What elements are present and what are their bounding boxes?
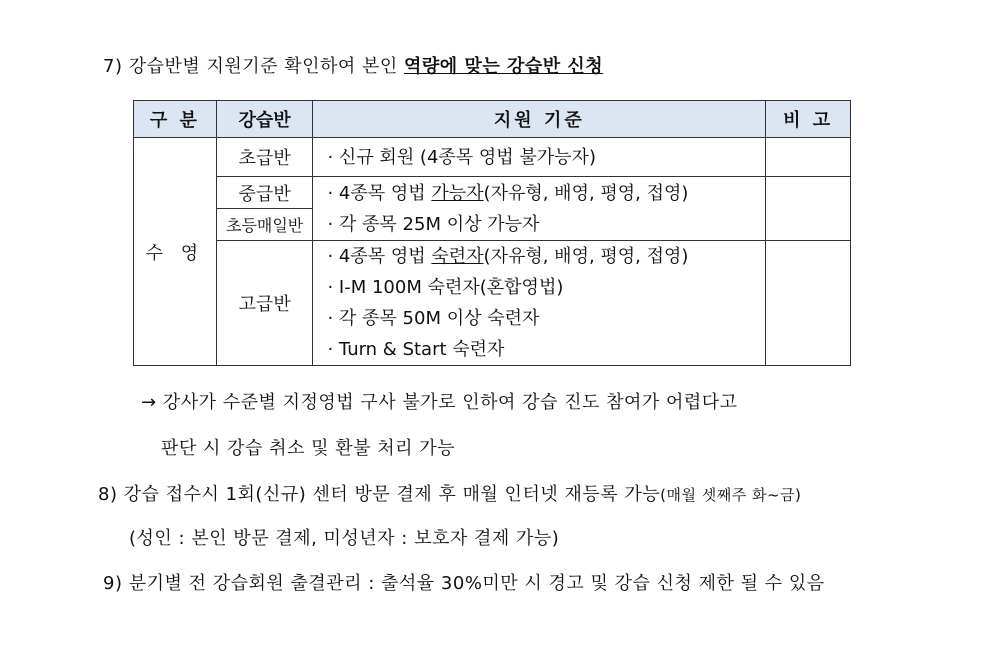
item-7 (103, 52, 603, 78)
criteria-advanced (313, 241, 766, 366)
criteria-text: (자유형, 배영, 평영, 접영) (483, 246, 689, 267)
criteria-intermediate (313, 177, 766, 241)
table-row (134, 177, 851, 209)
criteria-line: · I-M 100M 숙련자(혼합영법) (327, 277, 564, 298)
criteria-line: · 각 종목 25M 이상 가능자 (327, 213, 540, 235)
criteria-text: · 4종목 영법 (327, 182, 432, 204)
remarks-intermediate (766, 177, 851, 241)
criteria-line (327, 178, 765, 209)
support-criteria-table (133, 100, 851, 366)
level-advanced: 고급반 (216, 241, 313, 366)
item-7-emphasis: 역량에 맞는 강습반 신청 (404, 56, 604, 77)
table-row (134, 138, 851, 177)
level-intermediate: 중급반 (216, 177, 313, 209)
remarks-beginner (766, 138, 851, 177)
criteria-line: · 각 종목 50M 이상 숙련자 (327, 308, 540, 329)
item-8-schedule: (매월 셋째주 화~금) (660, 486, 802, 504)
table-row (134, 241, 851, 366)
header-criteria: 지원 기준 (313, 101, 766, 138)
criteria-line: · 신규 회원 (4종목 영법 불가능자) (327, 146, 596, 168)
item-7-text: 7) 강습반별 지원기준 확인하여 본인 (103, 56, 405, 77)
header-remarks: 비 고 (766, 101, 851, 138)
subject-cell: 수 영 (134, 138, 217, 366)
criteria-underlined: 가능자 (431, 182, 484, 204)
note-line-2: 판단 시 강습 취소 및 환불 처리 가능 (161, 438, 455, 459)
criteria-underlined: 숙련자 (431, 246, 484, 267)
item-9: 9) 분기별 전 강습회원 출결관리 : 출석율 30%미만 시 경고 및 강습 신청 제한 될 수 있음 (103, 573, 825, 594)
criteria-text: (자유형, 배영, 평영, 접영) (483, 182, 689, 204)
header-category: 구 분 (134, 101, 217, 138)
item-8-text: 8) 강습 접수시 1회(신규) 센터 방문 결제 후 매월 인터넷 재등록 가능 (98, 484, 661, 505)
table-header-row (134, 101, 851, 138)
remarks-advanced (766, 241, 851, 366)
criteria-line (327, 241, 765, 272)
item-8 (98, 480, 801, 506)
header-class: 강습반 (216, 101, 313, 138)
level-elementary-daily: 초등매일반 (216, 209, 313, 241)
level-beginner: 초급반 (216, 138, 313, 177)
item-8-sub: (성인 : 본인 방문 결제, 미성년자 : 보호자 결제 가능) (129, 528, 560, 549)
note-line-1: → 강사가 수준별 지정영법 구사 불가로 인하여 강습 진도 참여가 어렵다고 (141, 392, 738, 413)
criteria-beginner (313, 138, 766, 177)
criteria-text: · 4종목 영법 (327, 246, 432, 267)
criteria-line: · Turn & Start 숙련자 (327, 339, 505, 360)
